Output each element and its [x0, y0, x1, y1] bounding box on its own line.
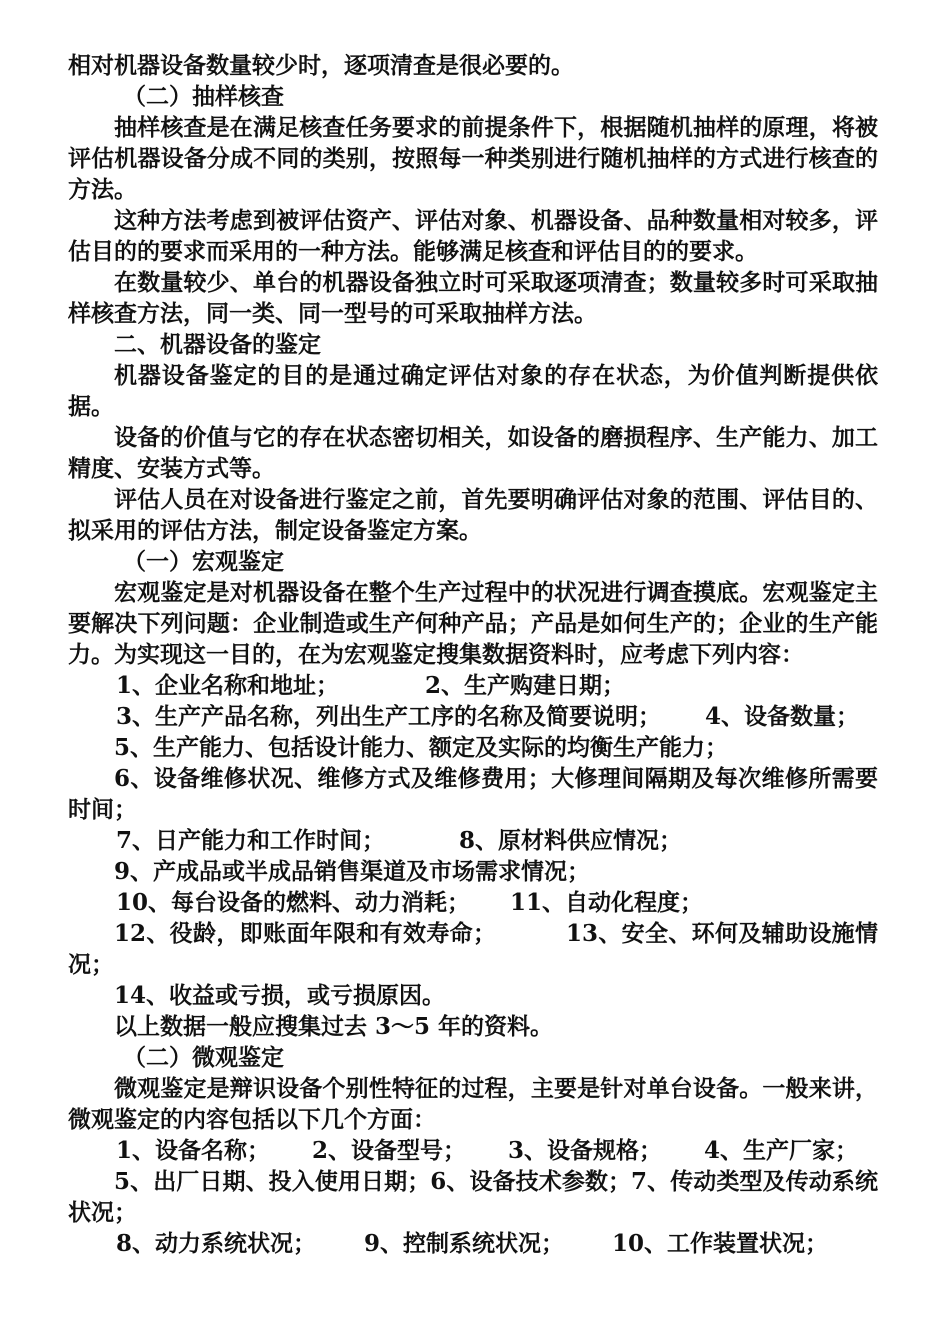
- section-heading: 二、机器设备的鉴定: [114, 331, 321, 358]
- list-item: 5、出厂日期、投入使用日期；6、设备技术参数；7、传动类型及传动系统状况；: [68, 1168, 878, 1226]
- paragraph: 相对机器设备数量较少时，逐项清查是很必要的。: [68, 52, 574, 79]
- list-item: 14、收益或亏损，或亏损原因。: [114, 982, 446, 1009]
- list-item: 1、企业名称和地址； 2、生产购建日期；: [116, 672, 626, 699]
- list-item: 10、每台设备的燃料、动力消耗； 11、自动化程度；: [116, 889, 704, 916]
- paragraph: 机器设备鉴定的目的是通过确定评估对象的存在状态，为价值判断提供依据。: [68, 362, 878, 420]
- paragraph: 设备的价值与它的存在状态密切相关，如设备的磨损程序、生产能力、加工精度、安装方式等。: [68, 424, 878, 482]
- paragraph: 在数量较少、单台的机器设备独立时可采取逐项清查；数量较多时可采取抽样核查方法，同一类、同一型号的可采取抽样方法。: [68, 269, 878, 327]
- paragraph: 评估人员在对设备进行鉴定之前，首先要明确评估对象的范围、评估目的、拟采用的评估方法，制定设备鉴定方案。: [68, 486, 878, 544]
- list-item: 6、设备维修状况、维修方式及维修费用；大修理间隔期及每次维修所需要时间；: [68, 765, 878, 823]
- list-item: 5、生产能力、包括设计能力、额定及实际的均衡生产能力；: [114, 734, 729, 761]
- document-page: [68, 50, 878, 1290]
- section-heading: （二）抽样核查: [123, 83, 284, 110]
- section-heading: （一）宏观鉴定: [123, 548, 284, 575]
- paragraph: 抽样核查是在满足核查任务要求的前提条件下，根据随机抽样的原理，将被评估机器设备分成不同的类别，按照每一种类别进行随机抽样的方式进行核查的方法。: [68, 114, 878, 203]
- list-item: 12、役龄，即账面年限和有效寿命； 13、安全、环何及辅助设施情况；: [68, 920, 878, 978]
- paragraph: 以上数据一般应搜集过去 3～5 年的资料。: [114, 1013, 554, 1040]
- section-heading: （二）微观鉴定: [123, 1044, 284, 1071]
- list-item: 3、生产产品名称，列出生产工序的名称及简要说明； 4、设备数量；: [116, 703, 860, 730]
- list-item: 9、产成品或半成品销售渠道及市场需求情况；: [114, 858, 591, 885]
- list-item: 1、设备名称； 2、设备型号； 3、设备规格； 4、生产厂家；: [116, 1137, 859, 1164]
- paragraph: 这种方法考虑到被评估资产、评估对象、机器设备、品种数量相对较多，评估目的的要求而采用的一种方法。能够满足核查和评估目的的要求。: [68, 207, 878, 265]
- paragraph: 微观鉴定是辩识设备个别性特征的过程，主要是针对单台设备。一般来讲，微观鉴定的内容包括以下几个方面：: [68, 1075, 878, 1133]
- list-item: 7、日产能力和工作时间； 8、原材料供应情况；: [116, 827, 683, 854]
- list-item: 8、动力系统状况； 9、控制系统状况； 10、工作装置状况；: [116, 1230, 829, 1257]
- paragraph: 宏观鉴定是对机器设备在整个生产过程中的状况进行调查摸底。宏观鉴定主要解决下列问题：企业制造或生产何种产品；产品是如何生产的；企业的生产能力。为实现这一目的，在为宏观鉴定搜集数据资料时，应考虑下列内容：: [68, 579, 878, 668]
